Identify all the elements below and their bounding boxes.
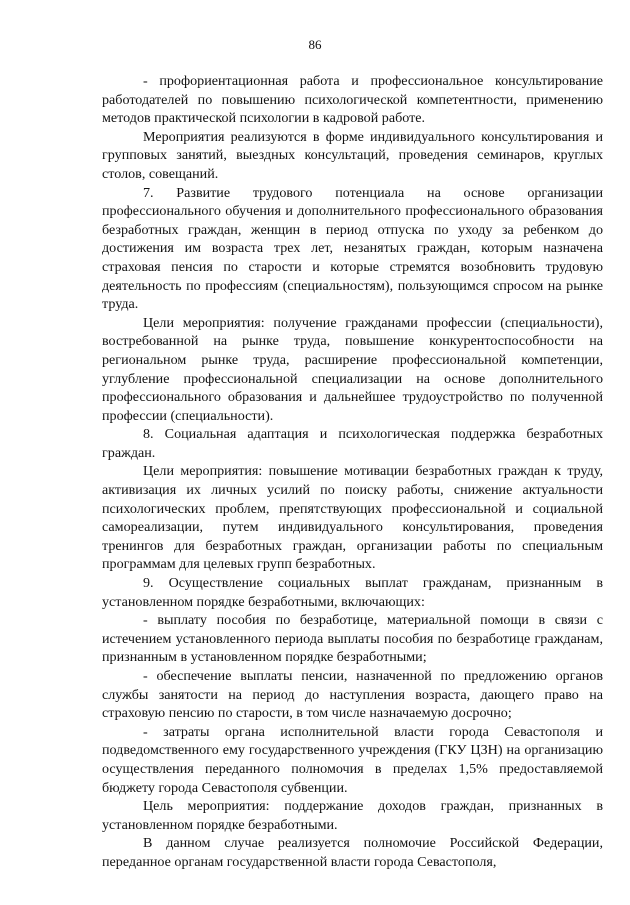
paragraph: 7. Развитие трудового потенциала на основе организации профессионального обучения и дополнительного профессионального образования безработных граждан, женщин в период отпуска по уходу за ребенком до достижения им возраста трех лет, незанятых граждан, которым назначена страховая пенсия по старости и которые стремятся возобновить трудовую деятельность по профессиям (специальностям), пользующимся спросом на рынке труда.	[102, 184, 603, 313]
list-item: - выплату пособия по безработице, материальной помощи в связи с истечением установленного периода выплаты пособия по безработице гражданам, признанным в установленном порядке безработными;	[102, 612, 603, 666]
paragraph: - профориентационная работа и профессиональное консультирование работодателей по повышению психологической компетентности, применению методов практической психологии в кадровой работе.	[102, 73, 603, 127]
list-item: - обеспечение выплаты пенсии, назначенной по предложению органов службы занятости на период до наступления возраста, дающего право на страховую пенсию по старости, в том числе назначаемую досрочно;	[102, 668, 603, 722]
list-item: - затраты органа исполнительной власти города Севастополя и подведомственного ему государственного учреждения (ГКУ ЦЗН) на организацию осуществления переданного полномочия в пределах 1,5% предоставляемой бюджету города Севастополя субвенции.	[102, 723, 603, 796]
paragraph: Мероприятия реализуются в форме индивидуального консультирования и групповых занятий, выездных консультаций, проведения семинаров, круглых столов, совещаний.	[102, 128, 603, 182]
paragraph: 9. Осуществление социальных выплат гражданам, признанным в установленном порядке безработными, включающих:	[102, 575, 603, 610]
paragraph: Цель мероприятия: поддержание доходов граждан, признанных в установленном порядке безработными.	[102, 798, 603, 833]
paragraph: Цели мероприятия: получение гражданами профессии (специальности), востребованной на рынке труда, повышение конкурентоспособности на региональном рынке труда, расширение профессиональной компетенции, углубление профессиональной специализации на основе дополнительного профессионального образования и дальнейшее трудоустройство по полученной профессии (специальности).	[102, 314, 603, 424]
paragraph: В данном случае реализуется полномочие Российской Федерации, переданное органам государственной власти города Севастополя,	[102, 835, 603, 870]
page-number: 86	[308, 37, 322, 52]
document-body	[102, 72, 603, 872]
paragraph: 8. Социальная адаптация и психологическая поддержка безработных граждан.	[102, 426, 603, 461]
paragraph: Цели мероприятия: повышение мотивации безработных граждан к труду, активизация их личных усилий по поиску работы, снижение актуальности психологических проблем, препятствующих профессиональной и социальной самореализации, путем индивидуального консультирования, проведения тренингов для безработных граждан, организации работы по специальным программам для целевых групп безработных.	[102, 463, 603, 573]
